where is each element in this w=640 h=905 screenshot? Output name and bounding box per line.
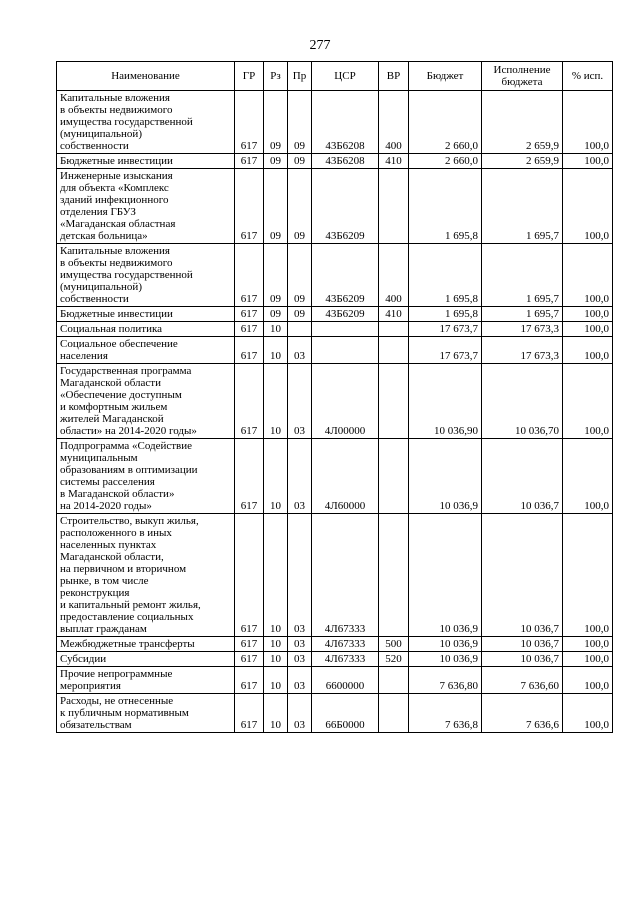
budget-cell: 17 673,7: [409, 337, 482, 364]
execution-cell: 7 636,60: [482, 667, 563, 694]
execution-cell: 10 036,7: [482, 652, 563, 667]
pr-cell: 03: [288, 667, 312, 694]
gr-cell: 617: [235, 514, 264, 637]
execution-cell: 1 695,7: [482, 307, 563, 322]
execution-cell: 7 636,6: [482, 694, 563, 733]
pr-cell: 03: [288, 439, 312, 514]
vr-cell: [379, 364, 409, 439]
row-name: Расходы, не отнесенные к публичным нормативным обязательствам: [57, 694, 235, 733]
percent-cell: 100,0: [563, 667, 613, 694]
csr-cell: 43Б6209: [312, 244, 379, 307]
vr-cell: [379, 514, 409, 637]
column-header: % исп.: [563, 62, 613, 91]
percent-cell: 100,0: [563, 154, 613, 169]
pr-cell: 03: [288, 364, 312, 439]
rz-cell: 10: [264, 337, 288, 364]
column-header: ВР: [379, 62, 409, 91]
budget-cell: 10 036,90: [409, 364, 482, 439]
vr-cell: [379, 337, 409, 364]
gr-cell: 617: [235, 637, 264, 652]
rz-cell: 10: [264, 322, 288, 337]
row-name: Подпрограмма «Содействие муниципальным образованиям в оптимизации системы расселения в Магаданской области» на 2014-2020 годы»: [57, 439, 235, 514]
rz-cell: 09: [264, 307, 288, 322]
vr-cell: 410: [379, 154, 409, 169]
budget-cell: 1 695,8: [409, 169, 482, 244]
vr-cell: [379, 439, 409, 514]
percent-cell: 100,0: [563, 364, 613, 439]
csr-cell: [312, 337, 379, 364]
rz-cell: 10: [264, 514, 288, 637]
budget-cell: 2 660,0: [409, 154, 482, 169]
pr-cell: 03: [288, 694, 312, 733]
pr-cell: 03: [288, 514, 312, 637]
gr-cell: 617: [235, 322, 264, 337]
execution-cell: 2 659,9: [482, 91, 563, 154]
execution-cell: 10 036,7: [482, 439, 563, 514]
column-header: Исполнение бюджета: [482, 62, 563, 91]
vr-cell: 400: [379, 244, 409, 307]
table-row: [57, 322, 613, 337]
gr-cell: 617: [235, 169, 264, 244]
percent-cell: 100,0: [563, 244, 613, 307]
budget-cell: 10 036,9: [409, 652, 482, 667]
pr-cell: 03: [288, 337, 312, 364]
percent-cell: 100,0: [563, 439, 613, 514]
csr-cell: 4Л60000: [312, 439, 379, 514]
percent-cell: 100,0: [563, 322, 613, 337]
rz-cell: 09: [264, 169, 288, 244]
column-header: Пр: [288, 62, 312, 91]
table-row: [57, 91, 613, 154]
gr-cell: 617: [235, 154, 264, 169]
budget-cell: 1 695,8: [409, 244, 482, 307]
table-row: [57, 439, 613, 514]
vr-cell: [379, 667, 409, 694]
csr-cell: [312, 322, 379, 337]
rz-cell: 10: [264, 364, 288, 439]
execution-cell: 17 673,3: [482, 322, 563, 337]
execution-cell: 10 036,7: [482, 637, 563, 652]
row-name: Социальное обеспечение населения: [57, 337, 235, 364]
budget-cell: 2 660,0: [409, 91, 482, 154]
gr-cell: 617: [235, 439, 264, 514]
table-row: [57, 652, 613, 667]
table-row: [57, 307, 613, 322]
row-name: Бюджетные инвестиции: [57, 154, 235, 169]
column-header: Наименование: [57, 62, 235, 91]
gr-cell: 617: [235, 244, 264, 307]
gr-cell: 617: [235, 694, 264, 733]
rz-cell: 10: [264, 637, 288, 652]
gr-cell: 617: [235, 91, 264, 154]
pr-cell: 09: [288, 154, 312, 169]
rz-cell: 10: [264, 652, 288, 667]
rz-cell: 09: [264, 244, 288, 307]
execution-cell: 1 695,7: [482, 169, 563, 244]
pr-cell: 09: [288, 169, 312, 244]
percent-cell: 100,0: [563, 694, 613, 733]
csr-cell: 4Л00000: [312, 364, 379, 439]
table-row: [57, 637, 613, 652]
table-row: [57, 169, 613, 244]
execution-cell: 2 659,9: [482, 154, 563, 169]
table-row: [57, 244, 613, 307]
rz-cell: 10: [264, 667, 288, 694]
budget-cell: 7 636,8: [409, 694, 482, 733]
gr-cell: 617: [235, 667, 264, 694]
percent-cell: 100,0: [563, 91, 613, 154]
row-name: Социальная политика: [57, 322, 235, 337]
vr-cell: 500: [379, 637, 409, 652]
budget-cell: 10 036,9: [409, 637, 482, 652]
table-row: [57, 154, 613, 169]
budget-cell: 10 036,9: [409, 514, 482, 637]
rz-cell: 09: [264, 154, 288, 169]
gr-cell: 617: [235, 652, 264, 667]
row-name: Строительство, выкуп жилья, расположенного в иных населенных пунктах Магаданской области, на первичном и вторичном рынке, в том числе реконструкция и капитальный ремонт жилья, предоставление социальных выплат гражданам: [57, 514, 235, 637]
table-row: [57, 667, 613, 694]
pr-cell: 09: [288, 307, 312, 322]
execution-cell: 17 673,3: [482, 337, 563, 364]
execution-cell: 1 695,7: [482, 244, 563, 307]
pr-cell: 09: [288, 244, 312, 307]
row-name: Инженерные изыскания для объекта «Комплекс зданий инфекционного отделения ГБУЗ «Магаданская областная детская больница»: [57, 169, 235, 244]
column-header: ЦСР: [312, 62, 379, 91]
percent-cell: 100,0: [563, 337, 613, 364]
csr-cell: 66Б0000: [312, 694, 379, 733]
vr-cell: [379, 694, 409, 733]
table-row: [57, 514, 613, 637]
csr-cell: 43Б6208: [312, 154, 379, 169]
column-header: Рз: [264, 62, 288, 91]
rz-cell: 10: [264, 439, 288, 514]
budget-cell: 10 036,9: [409, 439, 482, 514]
csr-cell: 43Б6209: [312, 169, 379, 244]
percent-cell: 100,0: [563, 169, 613, 244]
row-name: Прочие непрограммные мероприятия: [57, 667, 235, 694]
budget-table: [56, 61, 613, 733]
row-name: Межбюджетные трансферты: [57, 637, 235, 652]
vr-cell: 410: [379, 307, 409, 322]
row-name: Капитальные вложения в объекты недвижимого имущества государственной (муниципальной) собственности: [57, 244, 235, 307]
pr-cell: 03: [288, 652, 312, 667]
table-row: [57, 694, 613, 733]
vr-cell: [379, 169, 409, 244]
pr-cell: 03: [288, 637, 312, 652]
csr-cell: 4Л67333: [312, 514, 379, 637]
pr-cell: [288, 322, 312, 337]
row-name: Субсидии: [57, 652, 235, 667]
vr-cell: [379, 322, 409, 337]
vr-cell: 520: [379, 652, 409, 667]
percent-cell: 100,0: [563, 637, 613, 652]
rz-cell: 09: [264, 91, 288, 154]
gr-cell: 617: [235, 337, 264, 364]
percent-cell: 100,0: [563, 514, 613, 637]
page-number: 277: [309, 38, 331, 53]
csr-cell: 43Б6209: [312, 307, 379, 322]
csr-cell: 4Л67333: [312, 637, 379, 652]
rz-cell: 10: [264, 694, 288, 733]
row-name: Бюджетные инвестиции: [57, 307, 235, 322]
table-row: [57, 364, 613, 439]
percent-cell: 100,0: [563, 652, 613, 667]
gr-cell: 617: [235, 307, 264, 322]
execution-cell: 10 036,70: [482, 364, 563, 439]
csr-cell: 4Л67333: [312, 652, 379, 667]
budget-cell: 17 673,7: [409, 322, 482, 337]
csr-cell: 43Б6208: [312, 91, 379, 154]
budget-cell: 7 636,80: [409, 667, 482, 694]
budget-cell: 1 695,8: [409, 307, 482, 322]
gr-cell: 617: [235, 364, 264, 439]
percent-cell: 100,0: [563, 307, 613, 322]
table-row: [57, 337, 613, 364]
column-header: Бюджет: [409, 62, 482, 91]
table-header-row: [57, 62, 613, 91]
pr-cell: 09: [288, 91, 312, 154]
csr-cell: 6600000: [312, 667, 379, 694]
row-name: Капитальные вложения в объекты недвижимого имущества государственной (муниципальной) собственности: [57, 91, 235, 154]
column-header: ГР: [235, 62, 264, 91]
vr-cell: 400: [379, 91, 409, 154]
row-name: Государственная программа Магаданской области «Обеспечение доступным и комфортным жильем жителей Магаданской области» на 2014-2020 годы»: [57, 364, 235, 439]
execution-cell: 10 036,7: [482, 514, 563, 637]
